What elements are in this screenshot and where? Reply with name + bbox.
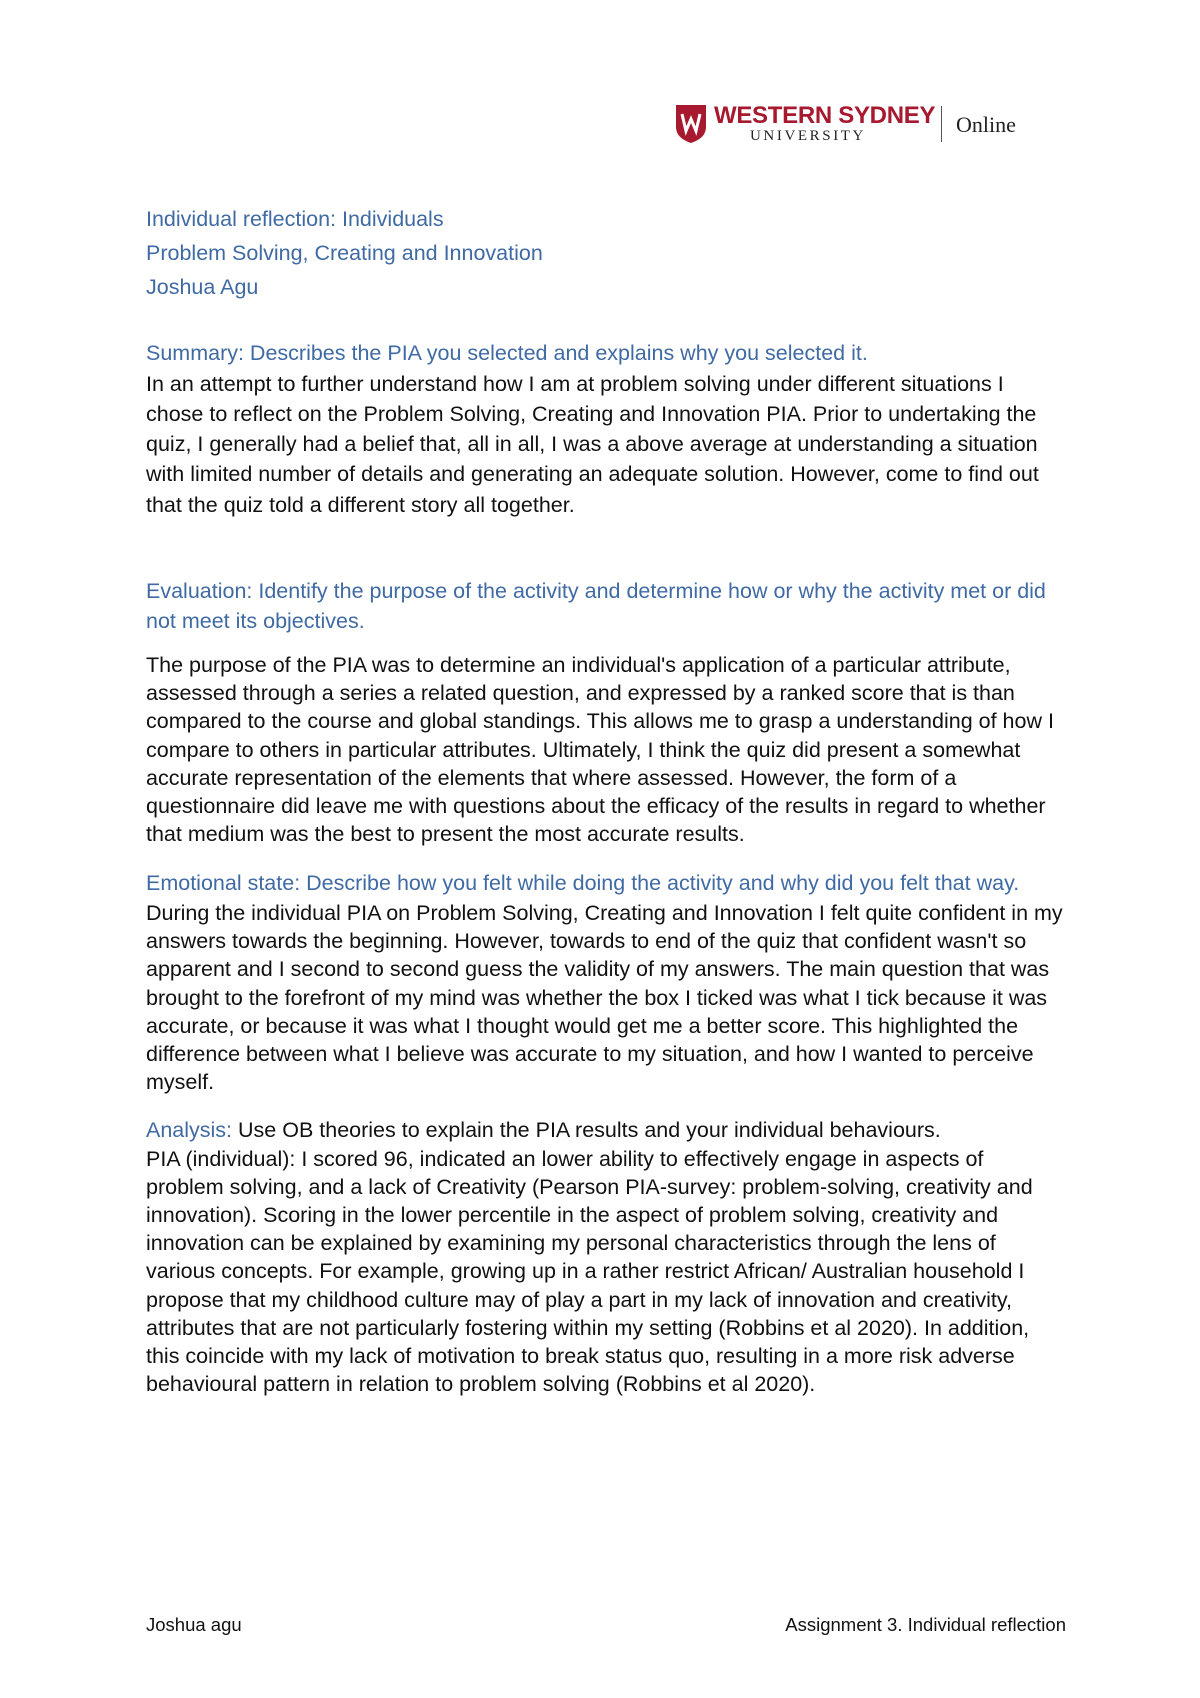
university-logo bbox=[676, 104, 1036, 148]
analysis-prompt: Use OB theories to explain the PIA results and your individual behaviours. bbox=[232, 1118, 941, 1143]
logo-name: WESTERN SYDNEY bbox=[714, 102, 936, 129]
evaluation-body: The purpose of the PIA was to determine an individual's application of a particular attribute, assessed through a series a related question, and expressed by a ranked score that is than compared to the course and global standings. This allows me to grasp a understanding of how I compare to others in particular attributes. Ultimately, I think the quiz did present a somewhat accurate representation of the elements that where assessed. However, the form of a questionnaire did leave me with questions about the efficacy of the results in regard to whether that medium was the best to present the most accurate results. bbox=[146, 652, 1054, 847]
footer-reflection: . Individual reflection bbox=[897, 1614, 1066, 1635]
analysis-body: PIA (individual): I scored 96, indicated an lower ability to effectively engage in aspects of problem solving, and a lack of Creativity (Pearson PIA-survey: problem-solving, creativity and innovation). Scoring in the lower percentile in the aspect of problem solving, creativity and innovation can be explained by examining my personal characteristics through the lens of various concepts. For example, growing up in a rather restrict African/ Australian household I propose that my childhood culture may of play a part in my lack of innovation and creativity, attributes that are not particularly fostering within my setting (Robbins et al 2020). In addition, this coincide with my lack of motivation to break status quo, resulting in a more risk adverse behavioural pattern in relation to problem solving (Robbins et al 2020). bbox=[146, 1146, 1033, 1397]
shield-icon bbox=[676, 105, 706, 143]
doc-author: Joshua Agu bbox=[146, 275, 259, 299]
logo-online: Online bbox=[956, 112, 1016, 137]
summary-title: Summary: Describes the PIA you selected and explains why you selected it. bbox=[146, 341, 868, 365]
footer-author: Joshua agu bbox=[146, 1614, 242, 1635]
logo-subname: UNIVERSITY bbox=[750, 128, 866, 144]
logo-divider bbox=[941, 106, 942, 142]
emotional-body: During the individual PIA on Problem Solving, Creating and Innovation I felt quite confident in my answers towards the beginning. However, towards to end of the quiz that confident wasn't so apparent and I second to second guess the validity of my answers. The main question that was brought to the forefront of my mind was whether the box I ticked was what I tick because it was accurate, or because it was what I thought would get me a better score. This highlighted the difference between what I believe was accurate to my situation, and how I wanted to perceive myself. bbox=[146, 900, 1063, 1095]
analysis-title bbox=[146, 1116, 1066, 1144]
analysis-label: Analysis: bbox=[146, 1118, 233, 1143]
footer-title bbox=[785, 1614, 1066, 1636]
emotional-title: Emotional state: Describe how you felt while doing the activity and why did you felt that way. bbox=[146, 871, 1020, 896]
document-body bbox=[146, 202, 1066, 1398]
doc-topic: Problem Solving, Creating and Innovation bbox=[146, 241, 543, 265]
logo-wordmark bbox=[714, 104, 935, 144]
footer-assignment: Assignment 3 bbox=[785, 1614, 898, 1635]
doc-title: Individual reflection: Individuals bbox=[146, 207, 444, 231]
summary-body: In an attempt to further understand how I am at problem solving under different situations I chose to reflect on the Problem Solving, Creating and Innovation PIA. Prior to undertaking the quiz, I generally had a belief that, all in all, I was a above average at understanding a situation with limited number of details and generating an adequate solution. However, come to find out that the quiz told a different story all together. bbox=[146, 371, 1039, 517]
evaluation-title: Evaluation: Identify the purpose of the activity and determine how or why the activity met or did not meet its objectives. bbox=[146, 578, 1046, 634]
